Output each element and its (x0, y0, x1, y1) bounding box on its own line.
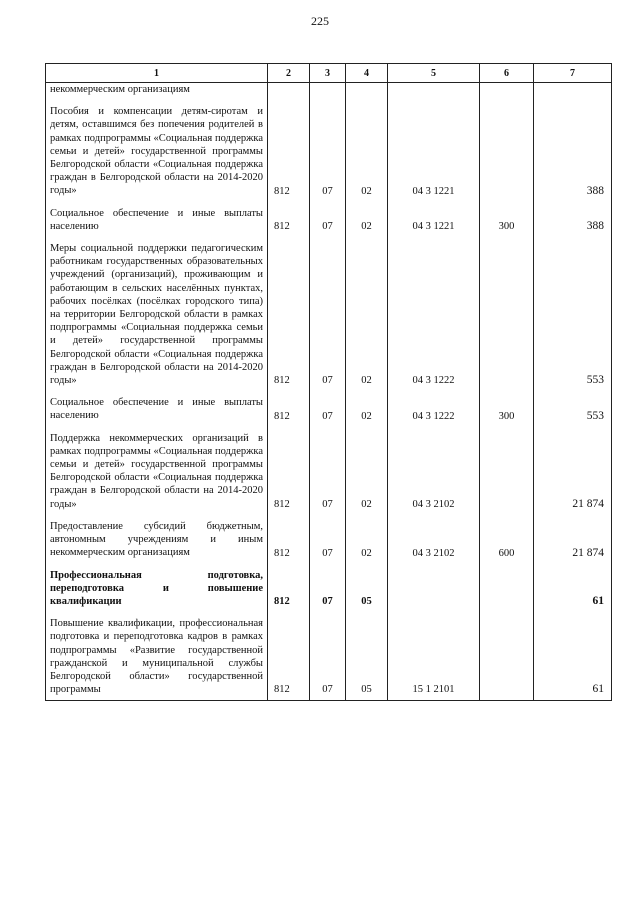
amount-cell: 61 (534, 612, 612, 701)
column-header: 7 (534, 64, 612, 83)
expense-type-cell (480, 237, 534, 391)
section-cell: 07 (310, 237, 346, 391)
expense-type-cell (480, 564, 534, 613)
admin-code-cell (268, 83, 310, 101)
table-row (46, 237, 612, 391)
row-name-cell: некоммерческим организациям (46, 83, 268, 101)
subsection-cell: 02 (346, 391, 388, 426)
table-row (46, 100, 612, 201)
amount-cell: 553 (534, 237, 612, 391)
column-header: 2 (268, 64, 310, 83)
row-name-cell: Пособия и компенсации детям-сиротам и детям, оставшимся без попечения родителей в рамках подпрограммы «Социальная поддержка семьи и детей» государственной программы Белгородской области «Социальная поддержка граждан в Белгородской области на 2014-2020 годы» (46, 100, 268, 201)
target-item-cell: 04 3 1221 (388, 100, 480, 201)
row-name-cell: Профессиональная подготовка, переподготовка и повышение квалификации (46, 564, 268, 613)
table-row (46, 83, 612, 101)
subsection-cell: 02 (346, 100, 388, 201)
expense-type-cell (480, 427, 534, 515)
expense-type-cell (480, 100, 534, 201)
subsection-cell: 05 (346, 612, 388, 701)
admin-code-cell: 812 (268, 237, 310, 391)
column-header: 5 (388, 64, 480, 83)
column-header: 6 (480, 64, 534, 83)
admin-code-cell: 812 (268, 391, 310, 426)
expense-type-cell: 300 (480, 391, 534, 426)
subsection-cell: 02 (346, 202, 388, 237)
column-header: 3 (310, 64, 346, 83)
admin-code-cell: 812 (268, 612, 310, 701)
target-item-cell: 04 3 2102 (388, 515, 480, 564)
table-row (46, 564, 612, 613)
table-row (46, 612, 612, 701)
section-cell (310, 83, 346, 101)
amount-cell: 553 (534, 391, 612, 426)
budget-table (45, 63, 612, 701)
subsection-cell: 02 (346, 427, 388, 515)
target-item-cell: 04 3 2102 (388, 427, 480, 515)
row-name-cell: Меры социальной поддержки педагогическим работникам государственных образовательных учреждений (организаций), проживающим и работающим в сельских населённых пунктах, рабочих посёлках (посёлках городского типа) на территории Белгородской области в рамках подпрограммы «Социальная поддержка семьи и детей» государственной программы Белгородской области «Социальная поддержка граждан в Белгородской области на 2014-2020 годы» (46, 237, 268, 391)
section-cell: 07 (310, 100, 346, 201)
expense-type-cell (480, 612, 534, 701)
section-cell: 07 (310, 427, 346, 515)
column-header: 4 (346, 64, 388, 83)
section-cell: 07 (310, 391, 346, 426)
target-item-cell (388, 564, 480, 613)
target-item-cell: 15 1 2101 (388, 612, 480, 701)
amount-cell: 388 (534, 202, 612, 237)
admin-code-cell: 812 (268, 564, 310, 613)
admin-code-cell: 812 (268, 515, 310, 564)
target-item-cell: 04 3 1222 (388, 237, 480, 391)
target-item-cell (388, 83, 480, 101)
amount-cell: 21 874 (534, 515, 612, 564)
amount-cell (534, 83, 612, 101)
admin-code-cell: 812 (268, 202, 310, 237)
section-cell: 07 (310, 612, 346, 701)
amount-cell: 21 874 (534, 427, 612, 515)
row-name-cell: Социальное обеспечение и иные выплаты населению (46, 391, 268, 426)
amount-cell: 388 (534, 100, 612, 201)
column-header: 1 (46, 64, 268, 83)
row-name-cell: Поддержка некоммерческих организаций в рамках подпрограммы «Социальная поддержка семьи и детей» государственной программы Белгородской области «Социальная поддержка граждан в Белгородской области на 2014-2020 годы» (46, 427, 268, 515)
expense-type-cell: 600 (480, 515, 534, 564)
table-row (46, 391, 612, 426)
page-number: 225 (311, 14, 329, 28)
table-row (46, 515, 612, 564)
subsection-cell: 05 (346, 564, 388, 613)
subsection-cell: 02 (346, 515, 388, 564)
admin-code-cell: 812 (268, 427, 310, 515)
target-item-cell: 04 3 1221 (388, 202, 480, 237)
amount-cell: 61 (534, 564, 612, 613)
row-name-cell: Повышение квалификации, профессиональная подготовка и переподготовка кадров в рамках подпрограммы «Развитие государственной гражданской и муниципальной службы Белгородской области» государственной программы (46, 612, 268, 701)
section-cell: 07 (310, 515, 346, 564)
table-header-row (46, 64, 612, 83)
expense-type-cell (480, 83, 534, 101)
subsection-cell: 02 (346, 237, 388, 391)
table-row (46, 202, 612, 237)
target-item-cell: 04 3 1222 (388, 391, 480, 426)
subsection-cell (346, 83, 388, 101)
table-row (46, 427, 612, 515)
expense-type-cell: 300 (480, 202, 534, 237)
row-name-cell: Предоставление субсидий бюджетным, автономным учреждениям и иным некоммерческим организациям (46, 515, 268, 564)
section-cell: 07 (310, 564, 346, 613)
row-name-cell: Социальное обеспечение и иные выплаты населению (46, 202, 268, 237)
admin-code-cell: 812 (268, 100, 310, 201)
section-cell: 07 (310, 202, 346, 237)
